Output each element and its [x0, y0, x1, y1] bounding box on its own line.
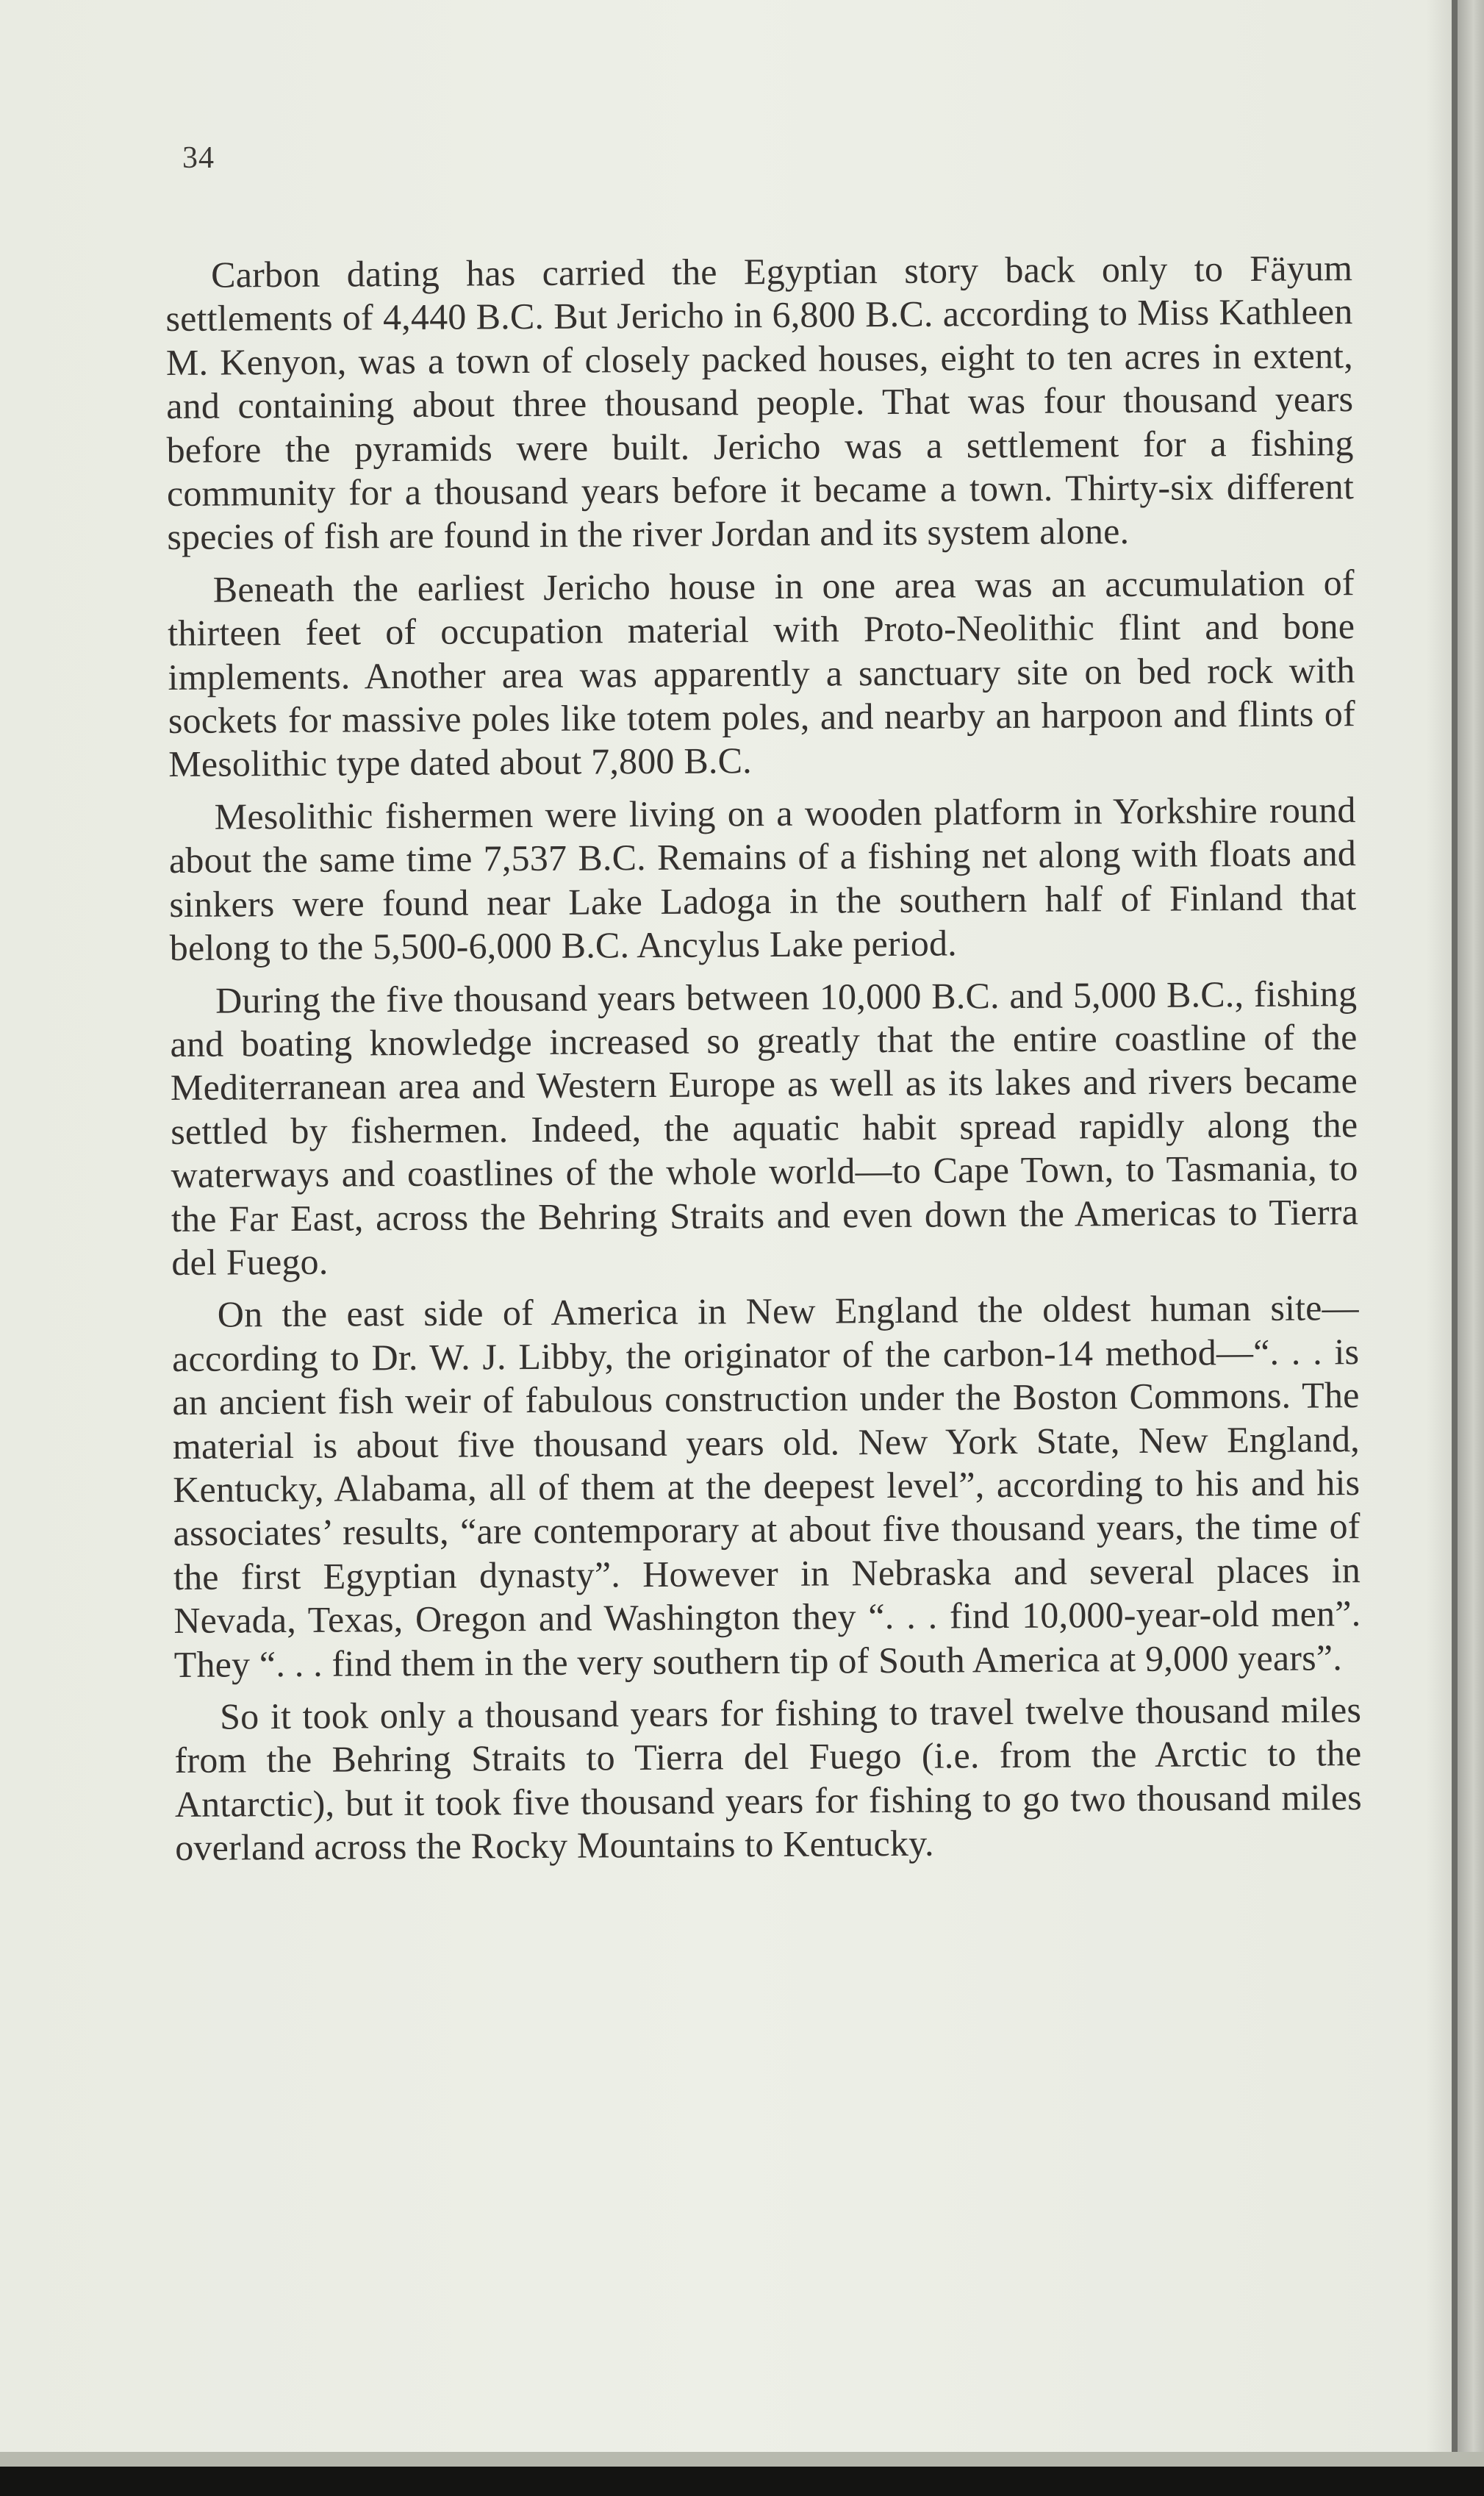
- paragraph-2: Beneath the earliest Jericho house in one area was an accumulation of thirteen feet of occupation material with Proto-Neolithic flint and bone implements. Another area was apparently a sanctuary site on bed rock with sockets for massive poles like totem poles, and nearby an harpoon and flints of Mesolithic type dated about 7,800 B.C.: [167, 561, 1356, 785]
- paragraph-4: During the five thousand years between 10,000 B.C. and 5,000 B.C., fishing and boating knowledge increased so greatly that the entire coastline of the Mediterranean area and Western Europe as well as its lakes and rivers became settled by fishermen. Indeed, the aquatic habit spread rapidly along the waterways and coastlines of the whole world—to Cape Town, to Tasmania, to the Far East, across the Behring Straits and even down the Americas to Tierra del Fuego.: [170, 972, 1359, 1283]
- scanner-bottom-bar: [0, 2467, 1484, 2496]
- paragraph-6: So it took only a thousand years for fishing to travel twelve thousand miles from the Behring Straits to Tierra del Fuego (i.e. from the Arctic to the Antarctic), but it took five thousand years for fishing to go two thousand miles overland across the Rocky Mountains to Kentucky.: [174, 1689, 1363, 1869]
- paragraph-3: Mesolithic fishermen were living on a wooden platform in Yorkshire round about the same time 7,537 B.C. Remains of a fishing net along with floats and sinkers were found near Lake Ladoga in the southern half of Finland that belong to the 5,500-6,000 B.C. Ancylus Lake period.: [168, 788, 1357, 969]
- gutter-line: [1452, 0, 1458, 2496]
- binding-edge: [1458, 0, 1484, 2496]
- paragraph-5: On the east side of America in New England the oldest human site—according to Dr. W. J. Libby, the originator of the carbon-14 method—“. . . is an ancient fish weir of fabulous construction under the Boston Commons. The material is about five thousand years old. New York State, New England, Kentucky, Alabama, all of them at the deepest level”, according to his and his associates’ results, “are contemporary at about five thousand years, the time of the first Egyptian dynasty”. However in Nebraska and several places in Nevada, Texas, Oregon and Washington they “. . . find 10,000-year-old men”. They “. . . find them in the very southern tip of South America at 9,000 years”.: [172, 1287, 1361, 1685]
- page-bottom-edge: [0, 2452, 1484, 2467]
- page-number: 34: [182, 141, 215, 175]
- body-text: [165, 246, 1362, 1878]
- paragraph-1: Carbon dating has carried the Egyptian story back only to Fäyum settlements of 4,440 B.C. But Jericho in 6,800 B.C. according to Miss Kathleen M. Kenyon, was a town of closely packed houses, eight to ten acres in extent, and containing about three thousand people. That was four thousand years before the pyramids were built. Jericho was a settlement for a fishing community for a thousand years before it became a town. Thirty-six different species of fish are found in the river Jordan and its system alone.: [165, 247, 1355, 558]
